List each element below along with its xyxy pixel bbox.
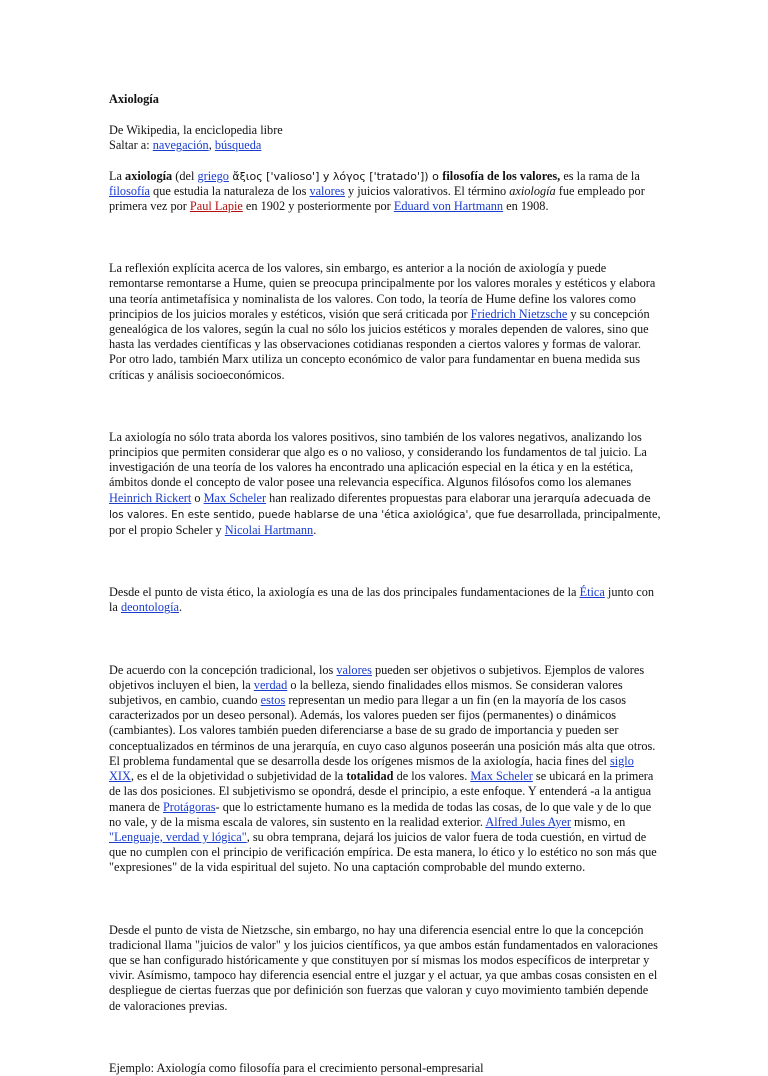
link-alfred-jules-ayer[interactable]: Alfred Jules Ayer [485, 814, 571, 829]
link-verdad[interactable]: verdad [253, 677, 288, 692]
text: de los valores. [393, 769, 471, 784]
text: o la belleza, siendo finalidades ellos mismos. Se consideran valores subjetivos, en cambio, cuando [109, 677, 623, 708]
text: junto con la [109, 585, 655, 615]
text: Desde el punto de vista ético, la axiología es una de las dos principales fundamentaciones de la [109, 585, 580, 600]
text: pueden ser objetivos o subjetivos. Ejemplos de valores objetivos incluyen el bien, la [109, 662, 645, 692]
text: en 1908. [503, 199, 549, 214]
link-etica[interactable]: Ética [579, 585, 605, 600]
text: mismo, en [570, 814, 626, 829]
text: han realizado diferentes propuestas para elaborar una [266, 490, 534, 505]
text: , su obra temprana, dejará los juicios de valor fuera de toda cuestión, en virtud de que no cumplen con el principio de verificación empírica. De esta manera, lo ético y lo estético no son más que "expresiones" de la vida espiritual del sujeto. No una captación comprobable del mundo externo. [109, 829, 657, 875]
link-lenguaje-verdad-logica[interactable]: "Lenguaje, verdad y lógica" [109, 829, 247, 844]
link-estos[interactable]: estos [260, 693, 286, 708]
text: La reflexión explícita acerca de los valores, sin embargo, es anterior a la noción de axiología y puede remontarse remontarse a Hume, quien se preocupa principalmente por los valores morales y estéticos y elabora una teoría antimetafísica y nominalista de los valores. Con todo, la teoría de Hume define los valores como principios de los juicios morales y estéticos, visión que será criticada por [109, 261, 656, 321]
article-body [109, 92, 661, 1076]
link-max-scheler[interactable]: Max Scheler [203, 490, 267, 505]
link-griego[interactable]: griego [197, 168, 229, 183]
text: o [432, 169, 443, 183]
text: que estudia la naturaleza de los [149, 183, 310, 198]
link-valores[interactable]: valores [309, 183, 345, 198]
paragraph-hume [109, 261, 661, 383]
text: (del [172, 168, 198, 183]
text: representan un medio para llegar a un fin (en la mayoría de los casos caracterizados por un deseo personal). Además, los valores pueden ser fijos (permanentes) o dinámicos (cambiantes). Los valores también pueden diferenciarse a base de su grado de importancia y pueden ser conceptualizados en términos de una jerarquía, en cuyo caso algunos poseerán una posición más alta que otros. El problema fundamental que se desarrolla desde los orígenes mismos de la axiología, hacia fines del [109, 693, 656, 768]
text: desarrollada, principalmente, por el propio Scheler y [109, 506, 661, 538]
text: y juicios valorativos. El término [344, 183, 510, 198]
source-line: De Wikipedia, la enciclopedia libre [109, 123, 283, 138]
text: La axiología no sólo trata aborda los valores positivos, sino también de los valores negativos, analizando los principios que permiten considerar que algo es o no valioso, y considerando los fundamentos de tal juicio. La investigación de una teoría de los valores ha encontrado una aplicación especial en la ética y en la estética, ámbitos donde el concepto de valor posee una relevancia específica. Algunos filósofos como los alemanes [109, 429, 647, 490]
text: y su concepción genealógica de los valores, según la cual no sólo los juicios estéticos y morales dependen de valores, sino que hasta las verdades científicas y las observaciones cotidianas responden a ciertos valores y formas de valorar. Por otro lado, también Marx utiliza un concepto económico de valor para fundamentar en buena medida sus críticas y análisis socioeconómicos. [109, 306, 650, 382]
text: . [179, 600, 183, 615]
link-friedrich-nietzsche[interactable]: Friedrich Nietzsche [470, 306, 568, 321]
paragraph-negative-values [109, 430, 661, 538]
paragraph-example: Ejemplo: Axiología como filosofía para el crecimiento personal-empresarial [109, 1060, 484, 1075]
jump-label: Saltar a: [109, 138, 153, 153]
greek-etymology: ἄξιος ['valioso'] y λόγος ['tratado']) [228, 169, 433, 183]
link-deontologia[interactable]: deontología [120, 600, 180, 615]
paragraph-objective-subjective [109, 663, 661, 876]
article-intro [109, 123, 661, 153]
text: es la rama de la [560, 168, 640, 183]
link-paul-lapie[interactable]: Paul Lapie [189, 199, 243, 214]
text: Desde el punto de vista de Nietzsche, sin embargo, no hay una diferencia esencial entre lo que la concepción tradicional llama "juicios de valor" y los juicios científicos, ya que ambos están fundamentados en valoraciones que se han configurado históricamente y que constituyen por sí mismas los modos específicos de interpretar y vivir. Asímismo, tampoco hay diferencia esencial entre el juzgar y el actuar, ya que ambas cosas consisten en el despliegue de ciertas fuerzas que por definición son fuerzas que valoran y cuyo movimiento también depende de valoraciones previas. [109, 922, 658, 1013]
link-max-scheler[interactable]: Max Scheler [470, 769, 533, 784]
search-link[interactable]: búsqueda [214, 138, 262, 153]
paragraph-definition [109, 169, 661, 215]
text: se ubicará en la primera de las dos posiciones. El subjetivismo se opondrá, desde el principio, a este enfoque. Y entenderá -a la antigua manera de [109, 769, 654, 814]
text: , es el de la objetividad o subjetividad de la [130, 769, 347, 784]
handwritten-style-text: jerarquía adecuada de los valores. En este sentido, puede hablarse de una 'ética axiológica', que fue [109, 492, 651, 521]
paragraph-ethics [109, 585, 661, 615]
text: . [313, 523, 317, 538]
text: La [109, 168, 126, 183]
term-italic: axiología [509, 183, 556, 198]
link-heinrich-rickert[interactable]: Heinrich Rickert [109, 490, 192, 505]
text: - que lo estrictamente humano es la medida de todas las cosas, de lo que vale y de lo que no vale, y de la misma escala de valores, sin sustento en la realidad exterior. [109, 799, 652, 829]
link-filosofia[interactable]: filosofía [109, 183, 150, 198]
term-totalidad: totalidad [346, 769, 394, 784]
link-siglo-xix[interactable]: siglo XIX [109, 753, 634, 784]
text: o [191, 490, 204, 505]
paragraph-nietzsche [109, 923, 661, 1014]
navigation-link[interactable]: navegación [152, 138, 209, 153]
text: De acuerdo con la concepción tradicional, los [109, 662, 337, 677]
link-valores[interactable]: valores [336, 662, 372, 677]
link-protagoras[interactable]: Protágoras [162, 799, 216, 814]
link-eduard-von-hartmann[interactable]: Eduard von Hartmann [393, 199, 504, 214]
link-nicolai-hartmann[interactable]: Nicolai Hartmann [224, 523, 314, 538]
term-axiologia: axiología [125, 168, 173, 183]
text: en 1902 y posteriormente por [242, 199, 394, 214]
term-filosofia-valores: filosofía de los valores, [442, 168, 561, 183]
text: fue empleado por primera vez por [109, 183, 645, 214]
link-separator: , [208, 138, 215, 153]
article-title: Axiología [109, 92, 159, 106]
